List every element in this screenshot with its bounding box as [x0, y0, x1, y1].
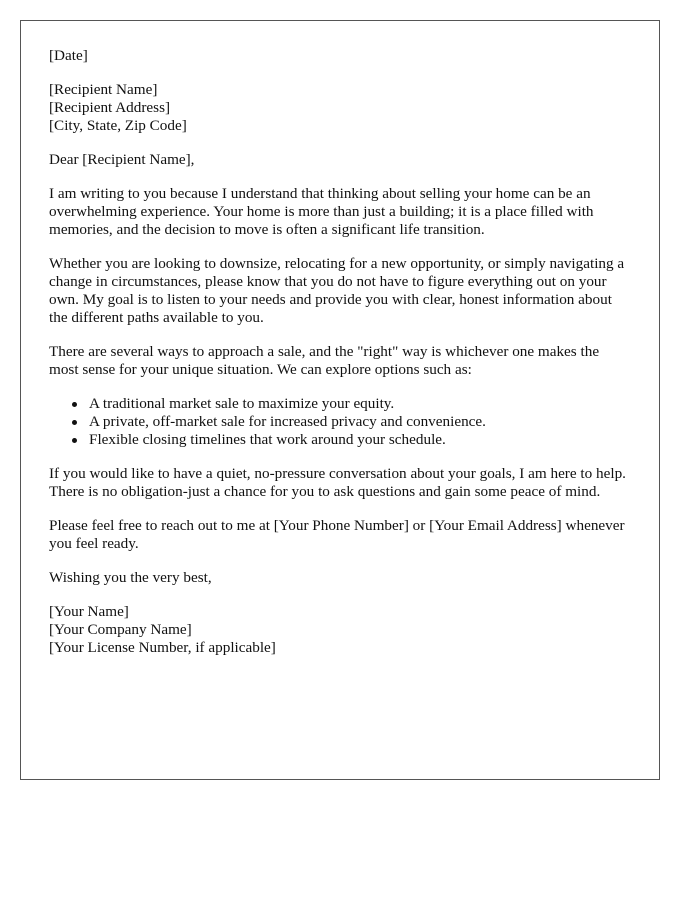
list-item [89, 413, 631, 431]
signature-license: [Your License Number, if applicable] [49, 639, 276, 656]
signature-block [49, 603, 631, 657]
recipient-block [49, 81, 631, 135]
salutation: Dear [Recipient Name], [49, 151, 195, 168]
option-text: A traditional market sale to maximize your equity. [89, 395, 395, 412]
bullet-icon [72, 438, 77, 443]
bullet-icon [72, 402, 77, 407]
paragraph-contact: Please feel free to reach out to me at [Your Phone Number] or [Your Email Address] whenever you feel ready. [49, 517, 625, 552]
paragraph-circumstances: Whether you are looking to downsize, relocating for a new opportunity, or simply navigating a change in circumstances, please know that you do not have to figure everything out on your own. My goal is to listen to your needs and provide you with clear, honest information about the different paths available to you. [49, 255, 625, 326]
list-item [89, 395, 631, 413]
bullet-icon [72, 420, 77, 425]
letter-page [20, 20, 660, 780]
closing: Wishing you the very best, [49, 569, 212, 586]
recipient-name: [Recipient Name] [49, 81, 158, 98]
paragraph-options-intro: There are several ways to approach a sale, and the "right" way is whichever one makes the most sense for your unique situation. We can explore options such as: [49, 343, 600, 378]
option-text: A private, off-market sale for increased privacy and convenience. [89, 413, 486, 430]
signature-name: [Your Name] [49, 603, 129, 620]
paragraph-conversation: If you would like to have a quiet, no-pressure conversation about your goals, I am here to help. There is no obligation-just a chance for you to ask questions and gain some peace of mind. [49, 465, 626, 500]
signature-company: [Your Company Name] [49, 621, 192, 638]
list-item [89, 431, 631, 449]
paragraph-intro: I am writing to you because I understand that thinking about selling your home can be an overwhelming experience. Your home is more than just a building; it is a place filled with memories, and the decision to move is often a significant life transition. [49, 185, 594, 238]
option-text: Flexible closing timelines that work around your schedule. [89, 431, 446, 448]
letter-date [49, 47, 631, 65]
recipient-address: [Recipient Address] [49, 99, 171, 116]
date-text: [Date] [49, 47, 88, 64]
options-list [49, 395, 631, 449]
recipient-city-state-zip: [City, State, Zip Code] [49, 117, 187, 134]
